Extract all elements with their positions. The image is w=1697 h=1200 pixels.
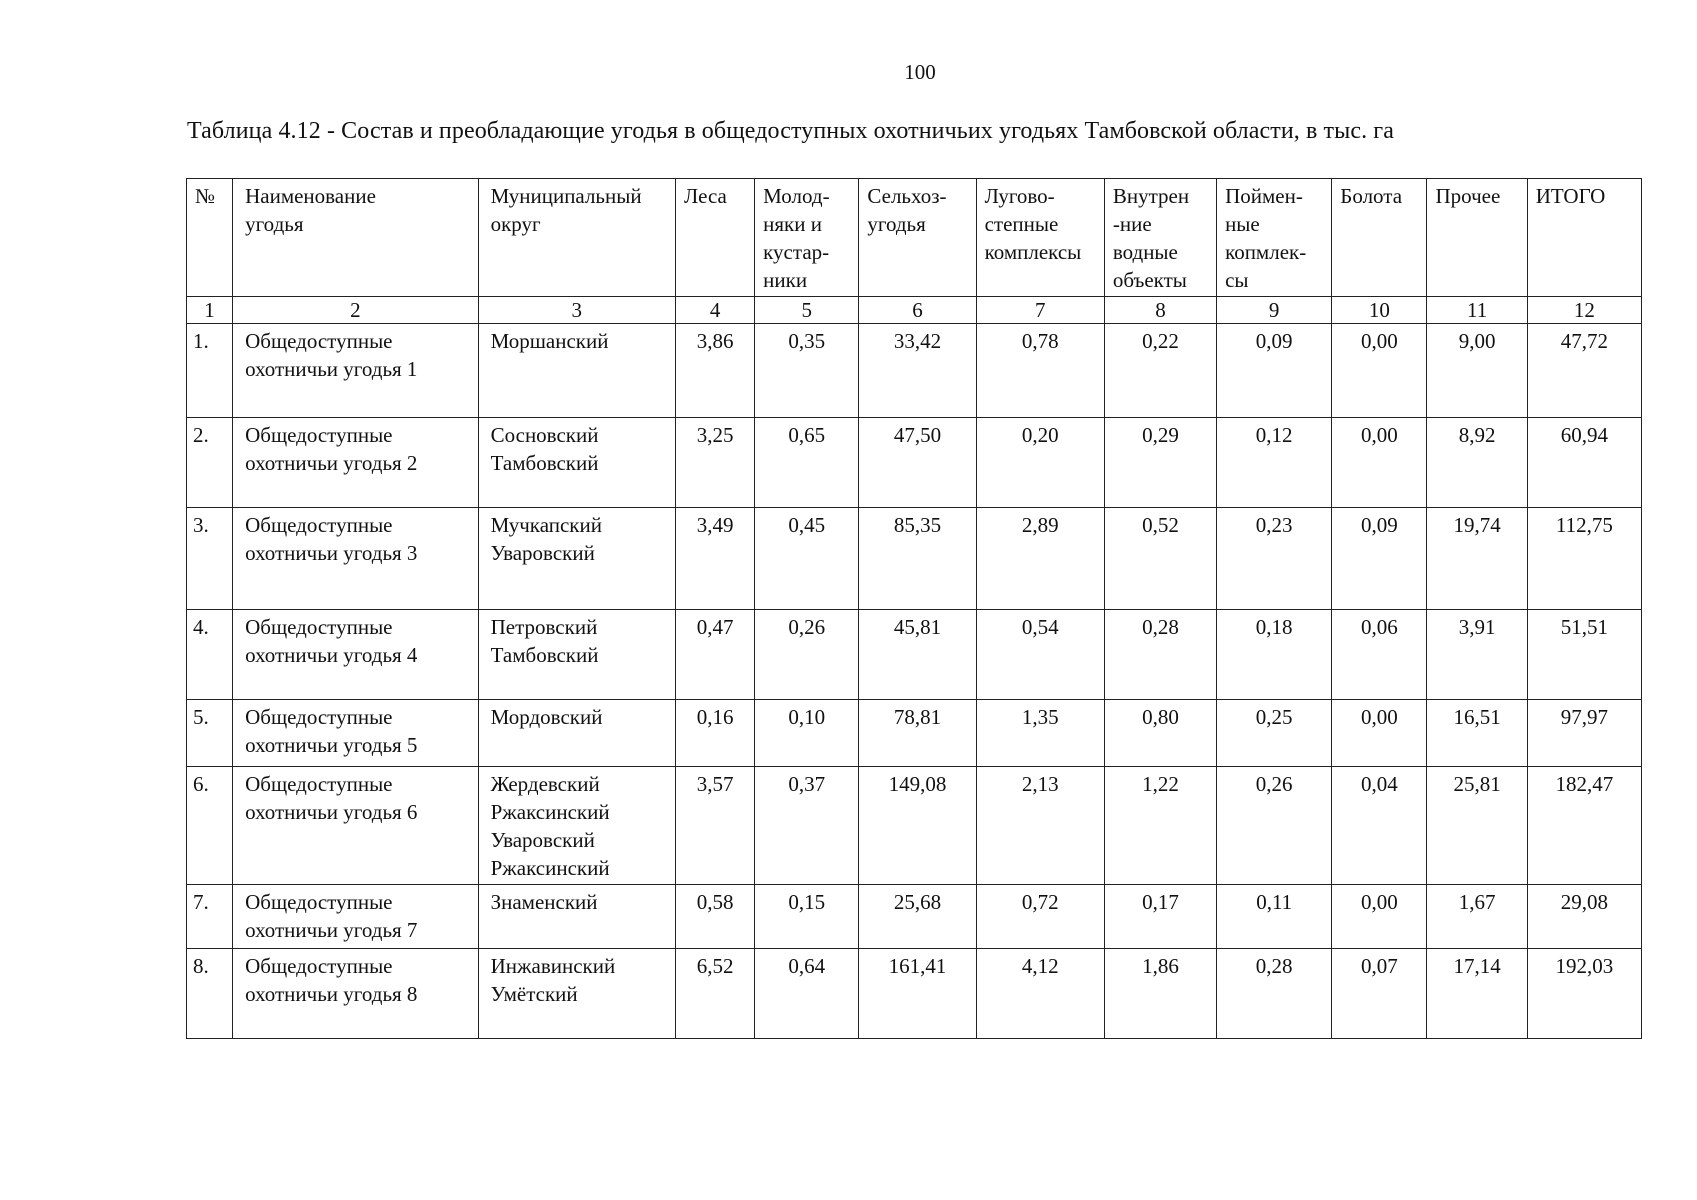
table-row	[187, 885, 1642, 949]
header-swamps: Болота	[1332, 179, 1427, 297]
value-cell: 0,09	[1332, 508, 1427, 610]
hunting-grounds-table	[186, 178, 1642, 1039]
value-cell: 192,03	[1527, 949, 1641, 1039]
value-cell: 3,86	[676, 324, 755, 418]
value-cell: 0,37	[755, 767, 859, 885]
value-cell: 0,06	[1332, 610, 1427, 700]
column-number: 9	[1217, 297, 1332, 324]
table-row	[187, 508, 1642, 610]
header-row	[187, 179, 1642, 297]
row-number: 4.	[187, 610, 233, 700]
value-cell: 1,22	[1104, 767, 1216, 885]
value-cell: 2,89	[976, 508, 1104, 610]
value-cell: 29,08	[1527, 885, 1641, 949]
value-cell: 0,35	[755, 324, 859, 418]
column-number: 6	[859, 297, 976, 324]
column-number: 8	[1104, 297, 1216, 324]
value-cell: 0,20	[976, 418, 1104, 508]
header-floodplain: Поймен- ные копмлек- сы	[1217, 179, 1332, 297]
value-cell: 3,91	[1427, 610, 1527, 700]
value-cell: 1,86	[1104, 949, 1216, 1039]
row-number: 6.	[187, 767, 233, 885]
value-cell: 3,49	[676, 508, 755, 610]
value-cell: 0,00	[1332, 324, 1427, 418]
ground-name: Общедоступные охотничьи угодья 2	[233, 418, 479, 508]
value-cell: 3,57	[676, 767, 755, 885]
table-caption: Таблица 4.12 - Состав и преобладающие угодья в общедоступных охотничьих угодьях Тамбовской области, в тыс. га	[187, 118, 1394, 144]
row-number: 1.	[187, 324, 233, 418]
value-cell: 0,26	[755, 610, 859, 700]
header-young-growth: Молод- няки и кустар- ники	[755, 179, 859, 297]
header-name: Наименование угодья	[233, 179, 479, 297]
value-cell: 16,51	[1427, 700, 1527, 767]
district-name: Петровский Тамбовский	[478, 610, 675, 700]
value-cell: 149,08	[859, 767, 976, 885]
value-cell: 0,00	[1332, 700, 1427, 767]
district-name: Мучкапский Уваровский	[478, 508, 675, 610]
table-row	[187, 949, 1642, 1039]
column-number: 4	[676, 297, 755, 324]
value-cell: 0,09	[1217, 324, 1332, 418]
value-cell: 8,92	[1427, 418, 1527, 508]
header-other: Прочее	[1427, 179, 1527, 297]
value-cell: 47,72	[1527, 324, 1641, 418]
column-number: 3	[478, 297, 675, 324]
column-number: 10	[1332, 297, 1427, 324]
header-inland-water: Внутрен -ние водные объекты	[1104, 179, 1216, 297]
value-cell: 0,07	[1332, 949, 1427, 1039]
district-name: Моршанский	[478, 324, 675, 418]
value-cell: 45,81	[859, 610, 976, 700]
header-forests: Леса	[676, 179, 755, 297]
value-cell: 0,17	[1104, 885, 1216, 949]
value-cell: 1,35	[976, 700, 1104, 767]
value-cell: 0,23	[1217, 508, 1332, 610]
value-cell: 0,11	[1217, 885, 1332, 949]
value-cell: 6,52	[676, 949, 755, 1039]
value-cell: 182,47	[1527, 767, 1641, 885]
value-cell: 78,81	[859, 700, 976, 767]
value-cell: 51,51	[1527, 610, 1641, 700]
district-name: Знаменский	[478, 885, 675, 949]
value-cell: 9,00	[1427, 324, 1527, 418]
row-number: 7.	[187, 885, 233, 949]
value-cell: 1,67	[1427, 885, 1527, 949]
header-total: ИТОГО	[1527, 179, 1641, 297]
ground-name: Общедоступные охотничьи угодья 4	[233, 610, 479, 700]
value-cell: 0,00	[1332, 885, 1427, 949]
ground-name: Общедоступные охотничьи угодья 5	[233, 700, 479, 767]
value-cell: 25,81	[1427, 767, 1527, 885]
value-cell: 112,75	[1527, 508, 1641, 610]
value-cell: 25,68	[859, 885, 976, 949]
column-number: 11	[1427, 297, 1527, 324]
value-cell: 97,97	[1527, 700, 1641, 767]
column-number: 1	[187, 297, 233, 324]
value-cell: 60,94	[1527, 418, 1641, 508]
value-cell: 0,29	[1104, 418, 1216, 508]
header-meadow-steppe: Лугово- степные комплексы	[976, 179, 1104, 297]
column-number: 12	[1527, 297, 1641, 324]
value-cell: 0,26	[1217, 767, 1332, 885]
table-row	[187, 610, 1642, 700]
column-number: 2	[233, 297, 479, 324]
ground-name: Общедоступные охотничьи угодья 6	[233, 767, 479, 885]
header-no: №	[187, 179, 233, 297]
value-cell: 0,28	[1217, 949, 1332, 1039]
value-cell: 0,18	[1217, 610, 1332, 700]
value-cell: 0,10	[755, 700, 859, 767]
value-cell: 0,28	[1104, 610, 1216, 700]
ground-name: Общедоступные охотничьи угодья 3	[233, 508, 479, 610]
district-name: Сосновский Тамбовский	[478, 418, 675, 508]
page-number: 100	[904, 60, 936, 84]
value-cell: 0,45	[755, 508, 859, 610]
value-cell: 0,25	[1217, 700, 1332, 767]
value-cell: 17,14	[1427, 949, 1527, 1039]
value-cell: 0,54	[976, 610, 1104, 700]
value-cell: 0,72	[976, 885, 1104, 949]
row-number: 2.	[187, 418, 233, 508]
row-number: 3.	[187, 508, 233, 610]
row-number: 8.	[187, 949, 233, 1039]
header-district: Муниципальный округ	[478, 179, 675, 297]
value-cell: 0,12	[1217, 418, 1332, 508]
row-number: 5.	[187, 700, 233, 767]
value-cell: 85,35	[859, 508, 976, 610]
district-name: Мордовский	[478, 700, 675, 767]
value-cell: 3,25	[676, 418, 755, 508]
value-cell: 0,00	[1332, 418, 1427, 508]
value-cell: 0,64	[755, 949, 859, 1039]
value-cell: 0,22	[1104, 324, 1216, 418]
value-cell: 33,42	[859, 324, 976, 418]
value-cell: 0,04	[1332, 767, 1427, 885]
value-cell: 19,74	[1427, 508, 1527, 610]
header-farmland: Сельхоз- угодья	[859, 179, 976, 297]
value-cell: 0,15	[755, 885, 859, 949]
table-row	[187, 767, 1642, 885]
district-name: Инжавинский Умётский	[478, 949, 675, 1039]
ground-name: Общедоступные охотничьи угодья 7	[233, 885, 479, 949]
table-row	[187, 700, 1642, 767]
value-cell: 0,52	[1104, 508, 1216, 610]
table-row	[187, 418, 1642, 508]
value-cell: 0,80	[1104, 700, 1216, 767]
value-cell: 161,41	[859, 949, 976, 1039]
ground-name: Общедоступные охотничьи угодья 8	[233, 949, 479, 1039]
value-cell: 0,58	[676, 885, 755, 949]
value-cell: 4,12	[976, 949, 1104, 1039]
value-cell: 47,50	[859, 418, 976, 508]
column-number: 5	[755, 297, 859, 324]
ground-name: Общедоступные охотничьи угодья 1	[233, 324, 479, 418]
table-row	[187, 324, 1642, 418]
column-number-row	[187, 297, 1642, 324]
value-cell: 0,16	[676, 700, 755, 767]
value-cell: 0,47	[676, 610, 755, 700]
value-cell: 0,65	[755, 418, 859, 508]
value-cell: 0,78	[976, 324, 1104, 418]
district-name: Жердевский Ржаксинский Уваровский Ржаксинский	[478, 767, 675, 885]
value-cell: 2,13	[976, 767, 1104, 885]
column-number: 7	[976, 297, 1104, 324]
